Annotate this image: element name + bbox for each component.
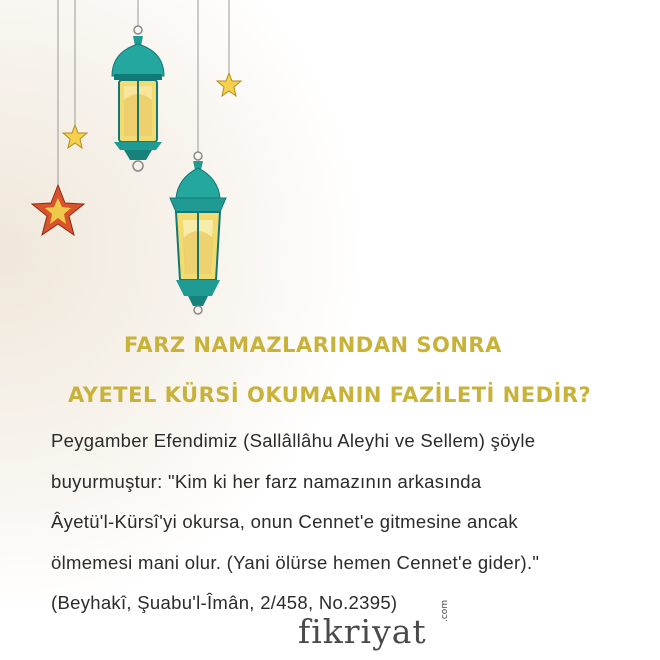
hadith-line: Peygamber Efendimiz (Sallâllâhu Aleyhi ve Sellem) şöyle [51, 430, 536, 451]
title-line-2: AYETEL KÜRSİ OKUMANIN FAZİLETİ NEDİR? [68, 383, 592, 407]
lantern-icon [112, 26, 164, 171]
star-icon [32, 185, 84, 235]
brand-domain: .com [440, 599, 450, 622]
star-icon [217, 73, 241, 96]
hadith-line: Âyetü'l-Kürsî'yi okursa, onun Cennet'e gitmesine ancak [51, 511, 518, 532]
brand-logo: fikriyat [298, 612, 427, 651]
hadith-line: ölmemesi mani olur. (Yani ölürse hemen Cennet'e gider)." [51, 551, 540, 573]
hadith-text [51, 421, 651, 624]
hadith-source: (Beyhakî, Şuabu'l-Îmân, 2/458, No.2395) [51, 592, 398, 613]
title-line-1: FARZ NAMAZLARINDAN SONRA [124, 333, 502, 357]
lantern-icon [170, 152, 226, 314]
hadith-line: buyurmuştur: "Kim ki her farz namazının arkasında [51, 470, 482, 492]
star-icon [63, 125, 87, 148]
